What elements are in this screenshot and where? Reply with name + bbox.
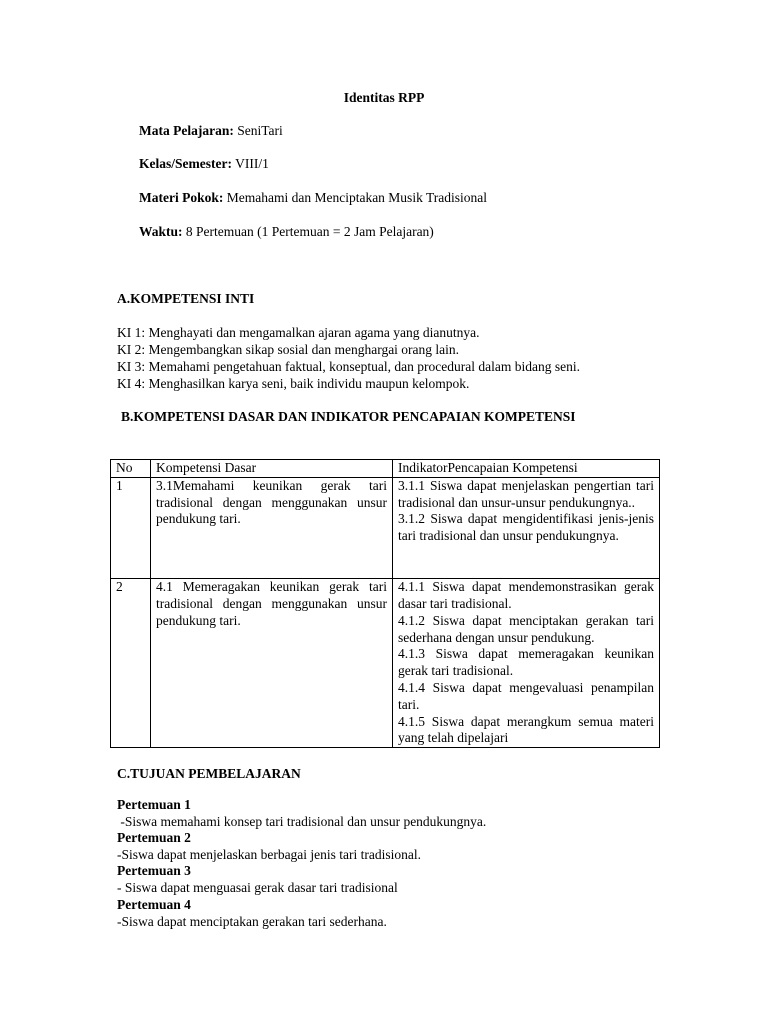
table-cell-indicators <box>393 477 660 578</box>
meeting-title: Pertemuan 2 <box>117 830 191 845</box>
kd-text: 3.1Memahami keunikan gerak tari tradisional dengan menggunakan unsur pendukung tari. <box>156 477 387 527</box>
table-row <box>111 579 660 748</box>
section-a-heading: A.KOMPETENSI INTI <box>117 291 255 306</box>
ki-item: KI 2: Mengembangkan sikap sosial dan menghargai orang lain. <box>117 342 460 357</box>
meeting-text: -Siswa dapat menciptakan gerakan tari sederhana. <box>117 914 387 929</box>
meeting-text: -Siswa dapat menjelaskan berbagai jenis tari tradisional. <box>117 847 422 862</box>
indicator-item: 4.1.4 Siswa dapat mengevaluasi penampilan tari. <box>398 679 654 712</box>
meeting-title: Pertemuan 4 <box>117 897 191 912</box>
section-b-heading: B.KOMPETENSI DASAR DAN INDIKATOR PENCAPAIAN KOMPETENSI <box>121 409 576 424</box>
table-row <box>111 477 660 578</box>
identity-kelas: Kelas/Semester: VIII/1 <box>139 156 269 171</box>
section-c-heading: C.TUJUAN PEMBELAJARAN <box>117 766 301 781</box>
meeting-title: Pertemuan 1 <box>117 797 191 812</box>
meeting-title: Pertemuan 3 <box>117 863 191 878</box>
identity-materi: Materi Pokok: Memahami dan Menciptakan Musik Tradisional <box>139 190 487 205</box>
ki-item: KI 1: Menghayati dan mengamalkan ajaran agama yang dianutnya. <box>117 325 480 340</box>
table-cell-kd <box>151 579 393 748</box>
table-cell-indicators <box>393 579 660 748</box>
meeting-text: -Siswa memahami konsep tari tradisional dan unsur pendukungnya. <box>117 814 487 829</box>
page-title: Identitas RPP <box>343 90 425 105</box>
indicator-item: 4.1.2 Siswa dapat menciptakan gerakan tari sederhana dengan unsur pendukung. <box>398 612 654 645</box>
identity-mapel: Mata Pelajaran: SeniTari <box>139 123 283 138</box>
identity-waktu: Waktu: 8 Pertemuan (1 Pertemuan = 2 Jam Pelajaran) <box>139 224 434 239</box>
indicator-item: 4.1.1 Siswa dapat mendemonstrasikan gerak dasar tari tradisional. <box>398 579 654 611</box>
table-cell-no: 2 <box>111 579 151 748</box>
ki-item: KI 3: Memahami pengetahuan faktual, konseptual, dan procedural dalam bidang seni. <box>117 359 580 374</box>
meeting-text: - Siswa dapat menguasai gerak dasar tari tradisional <box>117 880 398 895</box>
indicator-item: 4.1.5 Siswa dapat merangkum semua materi yang telah dipelajari <box>398 713 654 746</box>
indicator-item: 4.1.3 Siswa dapat memeragakan keunikan gerak tari tradisional. <box>398 646 654 679</box>
kompetensi-table <box>110 459 660 748</box>
table-header-cell: IndikatorPencapaian Kompetensi <box>393 460 660 478</box>
table-cell-no: 1 <box>111 477 151 578</box>
table-header-cell: No <box>111 460 151 478</box>
indicator-item: 3.1.1 Siswa dapat menjelaskan pengertian tari tradisional dan unsur-unsur pendukungnya.. <box>398 477 654 510</box>
indicator-item: 3.1.2 Siswa dapat mengidentifikasi jenis-jenis tari tradisional dan unsur pendukungnya. <box>398 511 654 544</box>
ki-item: KI 4: Menghasilkan karya seni, baik individu maupun kelompok. <box>117 376 470 391</box>
table-cell-kd <box>151 477 393 578</box>
table-header-row <box>111 460 660 478</box>
table-header-cell: Kompetensi Dasar <box>151 460 393 478</box>
kd-text: 4.1 Memeragakan keunikan gerak tari tradisional dengan menggunakan unsur pendukung tari. <box>156 579 387 628</box>
